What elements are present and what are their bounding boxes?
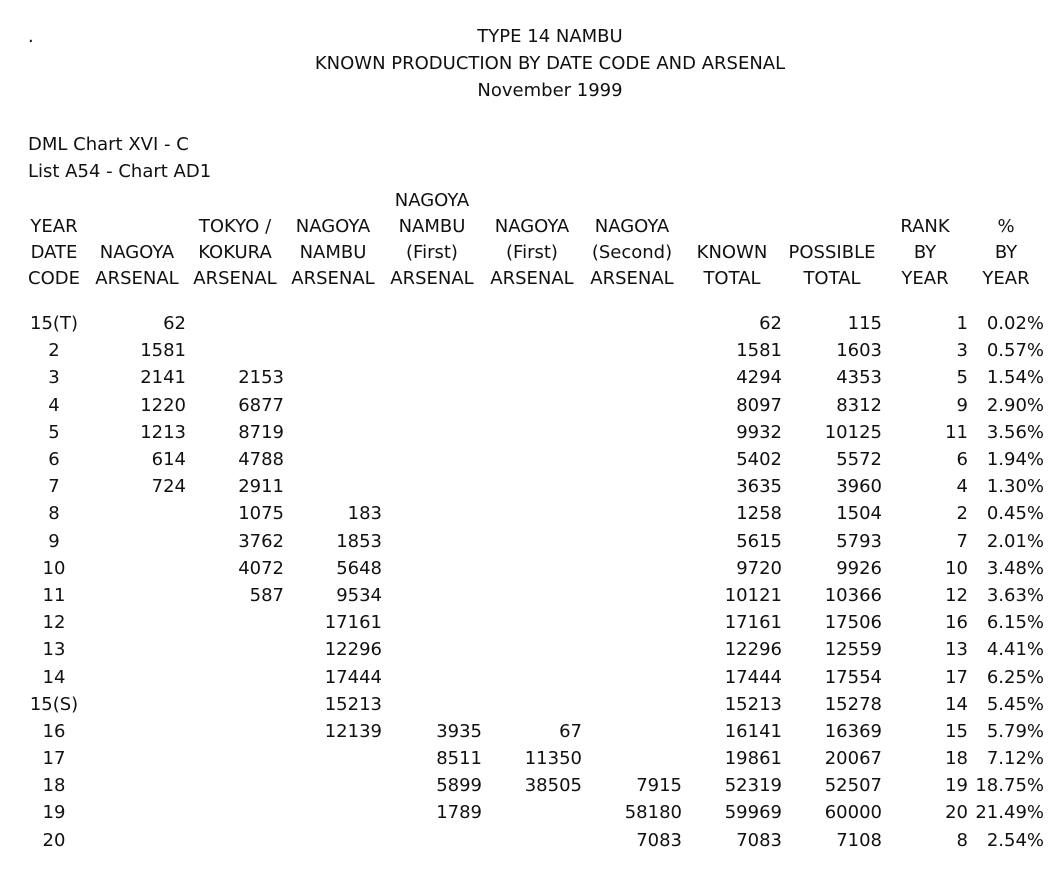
table-cell: [582, 419, 682, 446]
table-cell: 5: [956, 367, 968, 389]
table-cell: 2911: [238, 476, 284, 498]
table-cell: 3: [956, 340, 968, 362]
table-row: [20, 663, 1044, 690]
table-row: [20, 392, 1044, 419]
table-cell: [382, 500, 482, 527]
table-cell: [382, 392, 482, 419]
table-cell: [88, 609, 186, 636]
table-row: [20, 500, 1044, 527]
table-cell: 16: [42, 720, 66, 742]
table-cell: 12: [42, 612, 66, 634]
table-cell: 1581: [736, 340, 782, 362]
table-cell: 11350: [524, 748, 582, 770]
table-cell: 1789: [436, 802, 482, 824]
table-cell: [186, 636, 284, 663]
table-cell: 3.48%: [986, 557, 1044, 579]
table-cell: [88, 555, 186, 582]
table-row: [20, 772, 1044, 799]
table-cell: 5.79%: [986, 720, 1044, 742]
table-cell: [382, 609, 482, 636]
table-cell: 6877: [238, 394, 284, 416]
table-cell: [382, 364, 482, 391]
table-cell: [88, 500, 186, 527]
column-header-tokyo-kokura-arsenal: TOKYO / KOKURA ARSENAL: [193, 216, 277, 289]
column-header-nagoya-first-arsenal: NAGOYA (First) ARSENAL: [490, 216, 574, 289]
table-cell: 62: [163, 313, 186, 335]
table-cell: [482, 419, 582, 446]
column-header-percent-by-year: % BY YEAR: [982, 216, 1030, 289]
header-row: [20, 188, 1044, 306]
table-cell: [186, 691, 284, 718]
table-cell: 2: [956, 503, 968, 525]
table-cell: [482, 636, 582, 663]
table-row: [20, 528, 1044, 555]
table-cell: 1075: [238, 503, 284, 525]
table-cell: 3762: [238, 530, 284, 552]
table-cell: [186, 609, 284, 636]
table-cell: 4: [956, 476, 968, 498]
table-cell: 12: [945, 584, 968, 606]
table-cell: 15213: [324, 693, 382, 715]
table-cell: 10125: [824, 421, 882, 443]
table-cell: [582, 609, 682, 636]
table-cell: 5.45%: [986, 693, 1044, 715]
table-cell: 15: [945, 720, 968, 742]
table-cell: 16: [945, 612, 968, 634]
table-cell: [88, 528, 186, 555]
table-cell: 1220: [140, 394, 186, 416]
table-cell: 8312: [836, 394, 882, 416]
table-cell: [482, 691, 582, 718]
table-cell: [582, 473, 682, 500]
table-cell: [482, 663, 582, 690]
production-table: [20, 188, 1044, 854]
table-cell: [88, 582, 186, 609]
table-cell: [582, 306, 682, 337]
table-cell: [582, 582, 682, 609]
table-cell: [382, 582, 482, 609]
table-row: [20, 827, 1044, 854]
table-cell: [482, 473, 582, 500]
table-cell: [582, 446, 682, 473]
table-row: [20, 691, 1044, 718]
table-cell: 1258: [736, 503, 782, 525]
table-cell: 15213: [724, 693, 782, 715]
table-cell: [482, 446, 582, 473]
table-cell: 2: [48, 340, 60, 362]
table-cell: 19861: [724, 748, 782, 770]
table-cell: 2.54%: [986, 829, 1044, 851]
table-cell: 1.30%: [986, 476, 1044, 498]
table-cell: [186, 827, 284, 854]
table-cell: [284, 446, 382, 473]
table-cell: 1.94%: [986, 449, 1044, 471]
table-cell: 14: [945, 693, 968, 715]
table-row: [20, 306, 1044, 337]
table-cell: [382, 337, 482, 364]
table-cell: 9: [956, 394, 968, 416]
table-cell: [482, 609, 582, 636]
table-cell: 17444: [324, 666, 382, 688]
table-row: [20, 473, 1044, 500]
column-header-rank-by-year: RANK BY YEAR: [900, 216, 950, 289]
table-cell: 5: [48, 421, 60, 443]
table-cell: 15278: [824, 693, 882, 715]
table-cell: 13: [945, 639, 968, 661]
table-cell: 67: [559, 720, 582, 742]
table-cell: [482, 364, 582, 391]
table-cell: 12559: [824, 639, 882, 661]
table-row: [20, 609, 1044, 636]
table-cell: 18.75%: [975, 775, 1044, 797]
table-cell: [284, 392, 382, 419]
table-cell: [284, 419, 382, 446]
table-cell: 9: [48, 530, 60, 552]
table-cell: 7: [48, 476, 60, 498]
table-cell: 7.12%: [986, 748, 1044, 770]
table-cell: 3960: [836, 476, 882, 498]
table-cell: 5648: [336, 557, 382, 579]
table-cell: [284, 772, 382, 799]
table-cell: 16141: [724, 720, 782, 742]
table-cell: 8719: [238, 421, 284, 443]
table-cell: [382, 555, 482, 582]
table-cell: 1581: [140, 340, 186, 362]
table-cell: [186, 663, 284, 690]
table-cell: 7108: [836, 829, 882, 851]
table-cell: [482, 827, 582, 854]
table-cell: 9720: [736, 557, 782, 579]
table-cell: 16369: [824, 720, 882, 742]
table-cell: [382, 306, 482, 337]
column-header-possible-total: POSSIBLE TOTAL: [788, 242, 876, 289]
table-cell: 52507: [824, 775, 882, 797]
table-cell: 52319: [724, 775, 782, 797]
table-cell: 10121: [724, 584, 782, 606]
table-cell: 3635: [736, 476, 782, 498]
table-cell: 2153: [238, 367, 284, 389]
table-cell: 7915: [636, 775, 682, 797]
table-cell: 1.54%: [986, 367, 1044, 389]
chart-reference: DML Chart XVI - C: [28, 134, 189, 155]
table-cell: 10: [945, 557, 968, 579]
table-cell: 5793: [836, 530, 882, 552]
table-cell: [582, 663, 682, 690]
table-cell: 17444: [724, 666, 782, 688]
table-cell: [186, 745, 284, 772]
table-cell: [482, 500, 582, 527]
table-cell: [582, 745, 682, 772]
table-cell: 9534: [336, 584, 382, 606]
list-reference: List A54 - Chart AD1: [28, 161, 212, 182]
table-cell: [186, 718, 284, 745]
table-cell: [582, 691, 682, 718]
table-cell: [582, 636, 682, 663]
table-cell: [186, 772, 284, 799]
table-cell: 4.41%: [986, 639, 1044, 661]
table-cell: 614: [151, 449, 186, 471]
table-cell: 5572: [836, 449, 882, 471]
table-cell: [382, 636, 482, 663]
table-row: [20, 555, 1044, 582]
column-header-nagoya-arsenal: NAGOYA ARSENAL: [95, 242, 179, 289]
table-cell: [88, 636, 186, 663]
table-row: [20, 636, 1044, 663]
table-cell: 12139: [324, 720, 382, 742]
table-cell: [88, 827, 186, 854]
table-cell: 13: [42, 639, 66, 661]
table-cell: [382, 446, 482, 473]
table-cell: 0.45%: [986, 503, 1044, 525]
table-cell: [186, 799, 284, 826]
table-cell: 17554: [824, 666, 882, 688]
table-cell: [284, 473, 382, 500]
column-header-nagoya-nambu-arsenal: NAGOYA NAMBU ARSENAL: [291, 216, 375, 289]
table-cell: [88, 799, 186, 826]
table-cell: [284, 337, 382, 364]
table-cell: 20: [945, 802, 968, 824]
table-cell: [382, 691, 482, 718]
table-cell: [582, 500, 682, 527]
table-cell: 12296: [324, 639, 382, 661]
table-cell: [482, 799, 582, 826]
table-row: [20, 799, 1044, 826]
table-cell: 3.56%: [986, 421, 1044, 443]
table-cell: 1: [956, 313, 968, 335]
table-cell: 8097: [736, 394, 782, 416]
table-cell: 7083: [736, 829, 782, 851]
table-row: [20, 364, 1044, 391]
table-cell: 2.90%: [986, 394, 1044, 416]
table-cell: 183: [347, 503, 382, 525]
document-title: TYPE 14 NAMBU: [477, 26, 623, 47]
table-cell: 115: [847, 313, 882, 335]
table-cell: [582, 555, 682, 582]
table-cell: 15(S): [29, 693, 79, 715]
table-cell: [186, 337, 284, 364]
table-cell: 1504: [836, 503, 882, 525]
table-cell: 38505: [524, 775, 582, 797]
table-cell: 60000: [824, 802, 882, 824]
table-cell: [382, 419, 482, 446]
table-cell: 6.25%: [986, 666, 1044, 688]
table-cell: 9926: [836, 557, 882, 579]
table-cell: 4: [48, 394, 60, 416]
table-cell: 2.01%: [986, 530, 1044, 552]
table-cell: 7: [956, 530, 968, 552]
table-row: [20, 419, 1044, 446]
table-cell: 1213: [140, 421, 186, 443]
table-cell: 587: [249, 584, 284, 606]
table-cell: 4788: [238, 449, 284, 471]
table-cell: 18: [42, 775, 66, 797]
document-subtitle: KNOWN PRODUCTION BY DATE CODE AND ARSENAL: [314, 53, 786, 74]
table-cell: [88, 691, 186, 718]
table-cell: [382, 663, 482, 690]
table-cell: 59969: [724, 802, 782, 824]
table-cell: 17161: [324, 612, 382, 634]
table-cell: [582, 392, 682, 419]
table-cell: [482, 582, 582, 609]
table-cell: 11: [945, 421, 968, 443]
table-cell: 4294: [736, 367, 782, 389]
table-cell: [582, 337, 682, 364]
table-cell: 3935: [436, 720, 482, 742]
table-cell: 11: [42, 584, 66, 606]
table-cell: 9932: [736, 421, 782, 443]
table-cell: [482, 306, 582, 337]
table-cell: [582, 718, 682, 745]
table-row: [20, 718, 1044, 745]
table-cell: [88, 745, 186, 772]
table-cell: 20067: [824, 748, 882, 770]
table-cell: 0.02%: [986, 313, 1044, 335]
table-cell: [284, 799, 382, 826]
table-row: [20, 745, 1044, 772]
column-header-year: YEAR DATE CODE: [28, 216, 80, 289]
table-cell: 15(T): [30, 313, 78, 335]
table-cell: 3.63%: [986, 584, 1044, 606]
table-cell: [482, 392, 582, 419]
table-cell: 19: [945, 775, 968, 797]
table-cell: [88, 663, 186, 690]
table-cell: 2141: [140, 367, 186, 389]
table-cell: [482, 555, 582, 582]
column-header-nagoya-nambu-first-arsenal: NAGOYA NAMBU (First) ARSENAL: [390, 190, 474, 289]
table-cell: 18: [945, 748, 968, 770]
table-cell: 6: [956, 449, 968, 471]
column-header-known-total: KNOWN TOTAL: [696, 242, 768, 289]
table-cell: [284, 306, 382, 337]
table-cell: 20: [42, 829, 66, 851]
table-cell: 10: [42, 557, 66, 579]
table-cell: [88, 718, 186, 745]
table-cell: [382, 528, 482, 555]
table-cell: 5615: [736, 530, 782, 552]
table-cell: 5402: [736, 449, 782, 471]
table-cell: [482, 337, 582, 364]
table-row: [20, 446, 1044, 473]
table-cell: 4353: [836, 367, 882, 389]
document-date: November 1999: [477, 80, 623, 101]
table-cell: 1603: [836, 340, 882, 362]
table-cell: [284, 827, 382, 854]
table-cell: [482, 528, 582, 555]
table-cell: 8: [956, 829, 968, 851]
table-row: [20, 337, 1044, 364]
table-cell: 62: [759, 313, 782, 335]
table-cell: 724: [151, 476, 186, 498]
table-cell: [88, 772, 186, 799]
table-cell: [582, 364, 682, 391]
table-cell: [186, 306, 284, 337]
table-cell: 17161: [724, 612, 782, 634]
table-cell: 12296: [724, 639, 782, 661]
table-cell: 1853: [336, 530, 382, 552]
table-cell: 58180: [624, 802, 682, 824]
table-cell: 6: [48, 449, 60, 471]
table-cell: 0.57%: [986, 340, 1044, 362]
table-cell: 7083: [636, 829, 682, 851]
stray-mark: .: [28, 26, 34, 47]
table-cell: [284, 745, 382, 772]
table-cell: 14: [42, 666, 66, 688]
table-cell: [582, 528, 682, 555]
table-row: [20, 582, 1044, 609]
table-cell: 19: [42, 802, 66, 824]
table-cell: 6.15%: [986, 612, 1044, 634]
table-cell: [382, 827, 482, 854]
table-cell: 10366: [824, 584, 882, 606]
table-cell: 17: [945, 666, 968, 688]
table-cell: [284, 364, 382, 391]
table-cell: 8511: [436, 748, 482, 770]
table-cell: 4072: [238, 557, 284, 579]
table-cell: 8: [48, 503, 60, 525]
table-cell: 3: [48, 367, 60, 389]
table-cell: [382, 473, 482, 500]
table-cell: 17: [42, 748, 66, 770]
table-cell: 17506: [824, 612, 882, 634]
table-cell: 21.49%: [975, 802, 1044, 824]
column-header-nagoya-second-arsenal: NAGOYA (Second) ARSENAL: [590, 216, 674, 289]
table-cell: 5899: [436, 775, 482, 797]
